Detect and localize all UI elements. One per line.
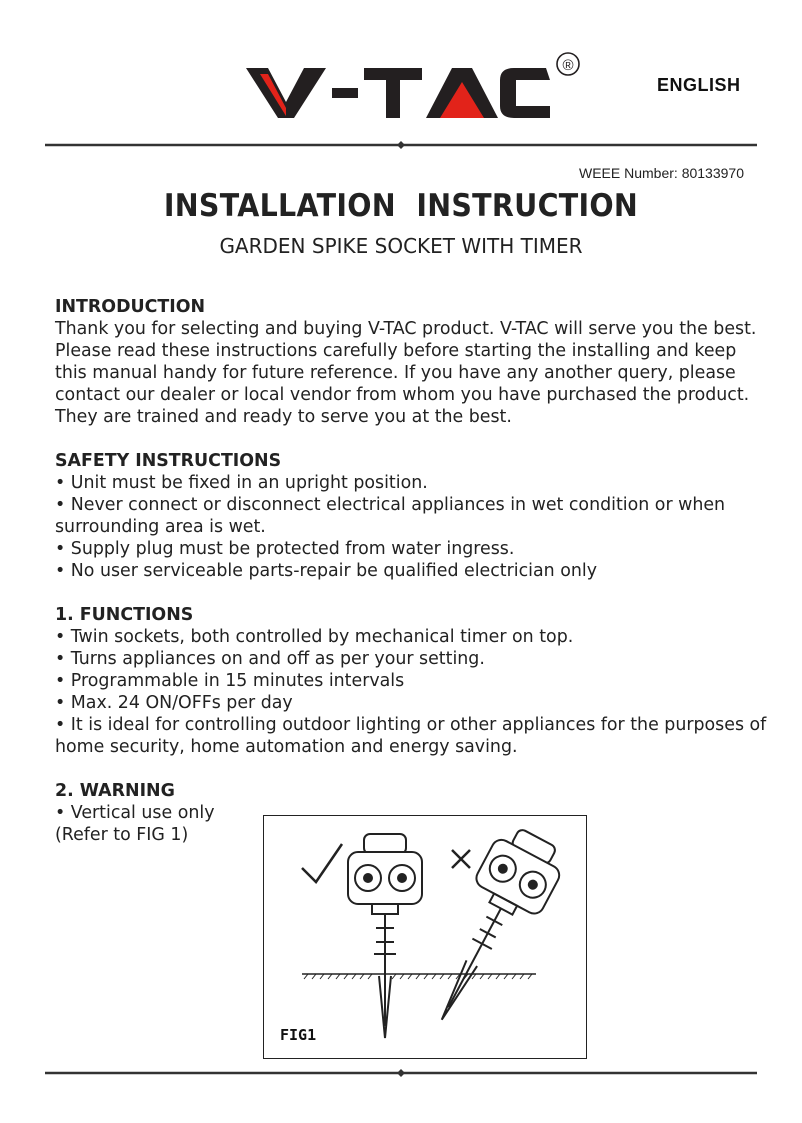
safety-item: • Supply plug must be protected from water ingress. (55, 539, 515, 559)
safety-item: • No user serviceable parts-repair be qualified electrician only (55, 561, 597, 581)
functions-heading: 1. FUNCTIONS (55, 605, 194, 625)
header-divider (45, 134, 757, 156)
manual-body (55, 296, 767, 868)
introduction-text: Thank you for selecting and buying V-TAC product. V-TAC will serve you the best. Please read these instructions carefully before starting the installing and keep this manual handy for future reference. If you have any another query, please contact our dealer or local vendor from whom you have purchased the product. They are trained and ready to serve you at the best. (55, 319, 757, 427)
warning-heading: 2. WARNING (55, 781, 175, 801)
registered-mark: ® (562, 57, 574, 74)
warning-item: (Refer to FIG 1) (55, 825, 189, 845)
cross-icon (452, 850, 470, 868)
safety-heading: SAFETY INSTRUCTIONS (55, 451, 282, 471)
function-item: • It is ideal for controlling outdoor lighting or other appliances for the purposes of home security, home automation and energy saving. (55, 715, 767, 757)
page-subtitle: GARDEN SPIKE SOCKET WITH TIMER (219, 234, 583, 258)
function-item: • Programmable in 15 minutes intervals (55, 671, 405, 691)
tilted-socket (409, 820, 571, 1037)
safety-section (55, 450, 767, 582)
figure-1 (263, 815, 587, 1059)
function-item: • Max. 24 ON/OFFs per day (55, 693, 293, 713)
footer-divider (45, 1062, 757, 1084)
safety-item: • Never connect or disconnect electrical appliances in wet condition or when surrounding area is wet. (55, 495, 726, 537)
function-item: • Turns appliances on and off as per your setting. (55, 649, 485, 669)
introduction-heading: INTRODUCTION (55, 297, 206, 317)
introduction-section (55, 296, 767, 428)
page-title: INSTALLATION INSTRUCTION (163, 188, 639, 224)
language-label: ENGLISH (657, 75, 741, 95)
function-item: • Twin sockets, both controlled by mechanical timer on top. (55, 627, 574, 647)
figure-label: FIG1 (280, 1026, 317, 1044)
spike-socket-illustration (264, 816, 585, 1057)
check-icon (302, 844, 342, 882)
brand-logo (246, 50, 582, 124)
upright-socket (348, 834, 422, 1038)
safety-item: • Unit must be fixed in an upright position. (55, 473, 428, 493)
functions-section (55, 604, 767, 758)
warning-item: • Vertical use only (55, 803, 215, 823)
weee-number: WEEE Number: 80133970 (579, 165, 744, 181)
